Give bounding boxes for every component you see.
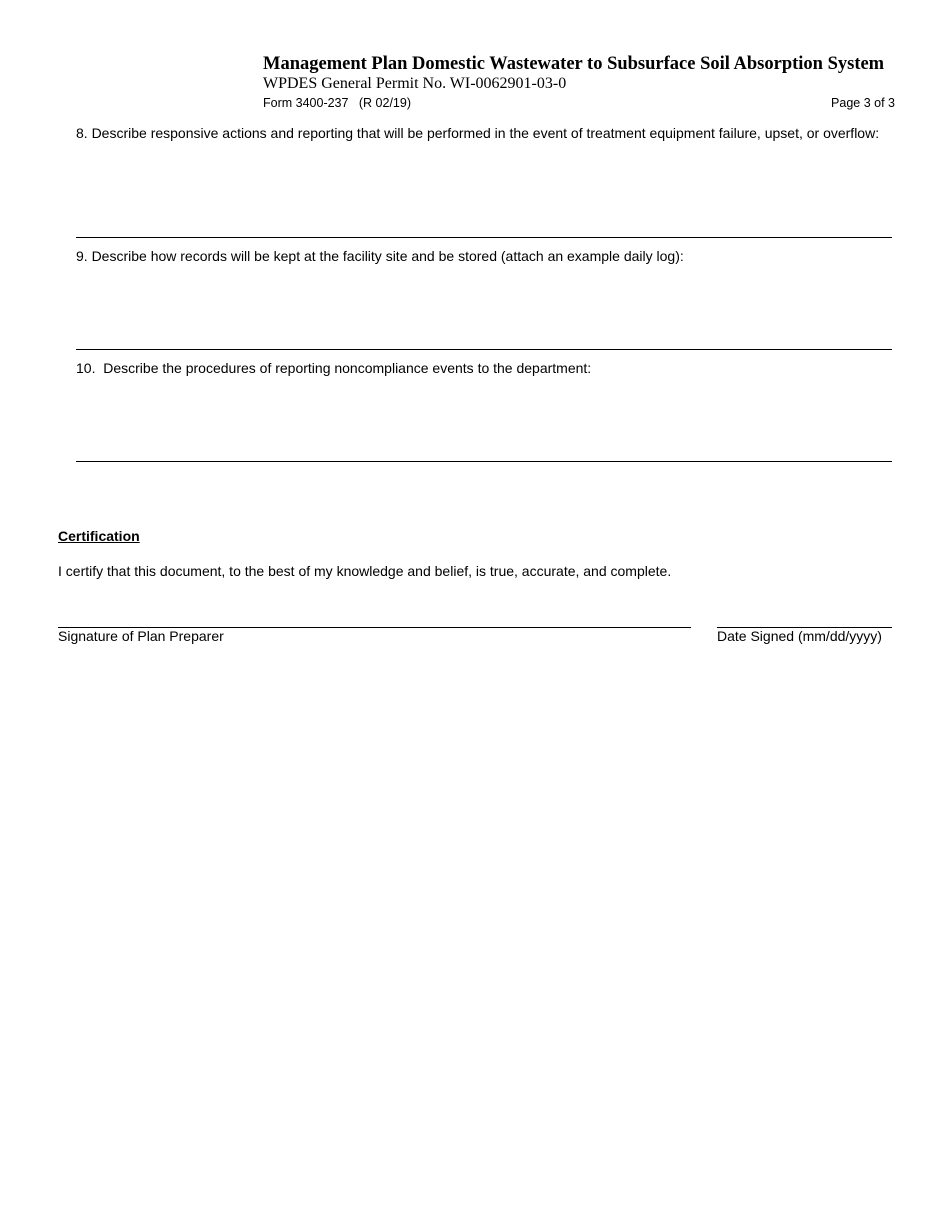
form-info-row — [263, 95, 895, 111]
page-number: Page 3 of 3 — [831, 96, 895, 110]
question-10-answer-field[interactable] — [76, 379, 892, 462]
form-title: Management Plan Domestic Wastewater to Subsurface Soil Absorption System — [263, 54, 885, 74]
signature-label: Signature of Plan Preparer — [58, 628, 224, 644]
permit-number: WPDES General Permit No. WI-0062901-03-0 — [263, 75, 567, 92]
question-9-label: 9. Describe how records will be kept at the facility site and be stored (attach an example daily log): — [76, 248, 684, 264]
question-10-label: 10. Describe the procedures of reporting noncompliance events to the department: — [76, 360, 592, 376]
question-8-label: 8. Describe responsive actions and reporting that will be performed in the event of treatment equipment failure, upset, or overflow: — [76, 125, 880, 141]
certification-heading: Certification — [58, 528, 140, 544]
question-8-answer-field[interactable] — [76, 144, 892, 238]
question-9-answer-field[interactable] — [76, 267, 892, 350]
form-number: Form 3400-237 (R 02/19) — [263, 96, 411, 110]
form-header — [263, 53, 895, 111]
date-signed-label: Date Signed (mm/dd/yyyy) — [717, 628, 882, 644]
certification-statement: I certify that this document, to the best of my knowledge and belief, is true, accurate, and complete. — [58, 563, 672, 579]
